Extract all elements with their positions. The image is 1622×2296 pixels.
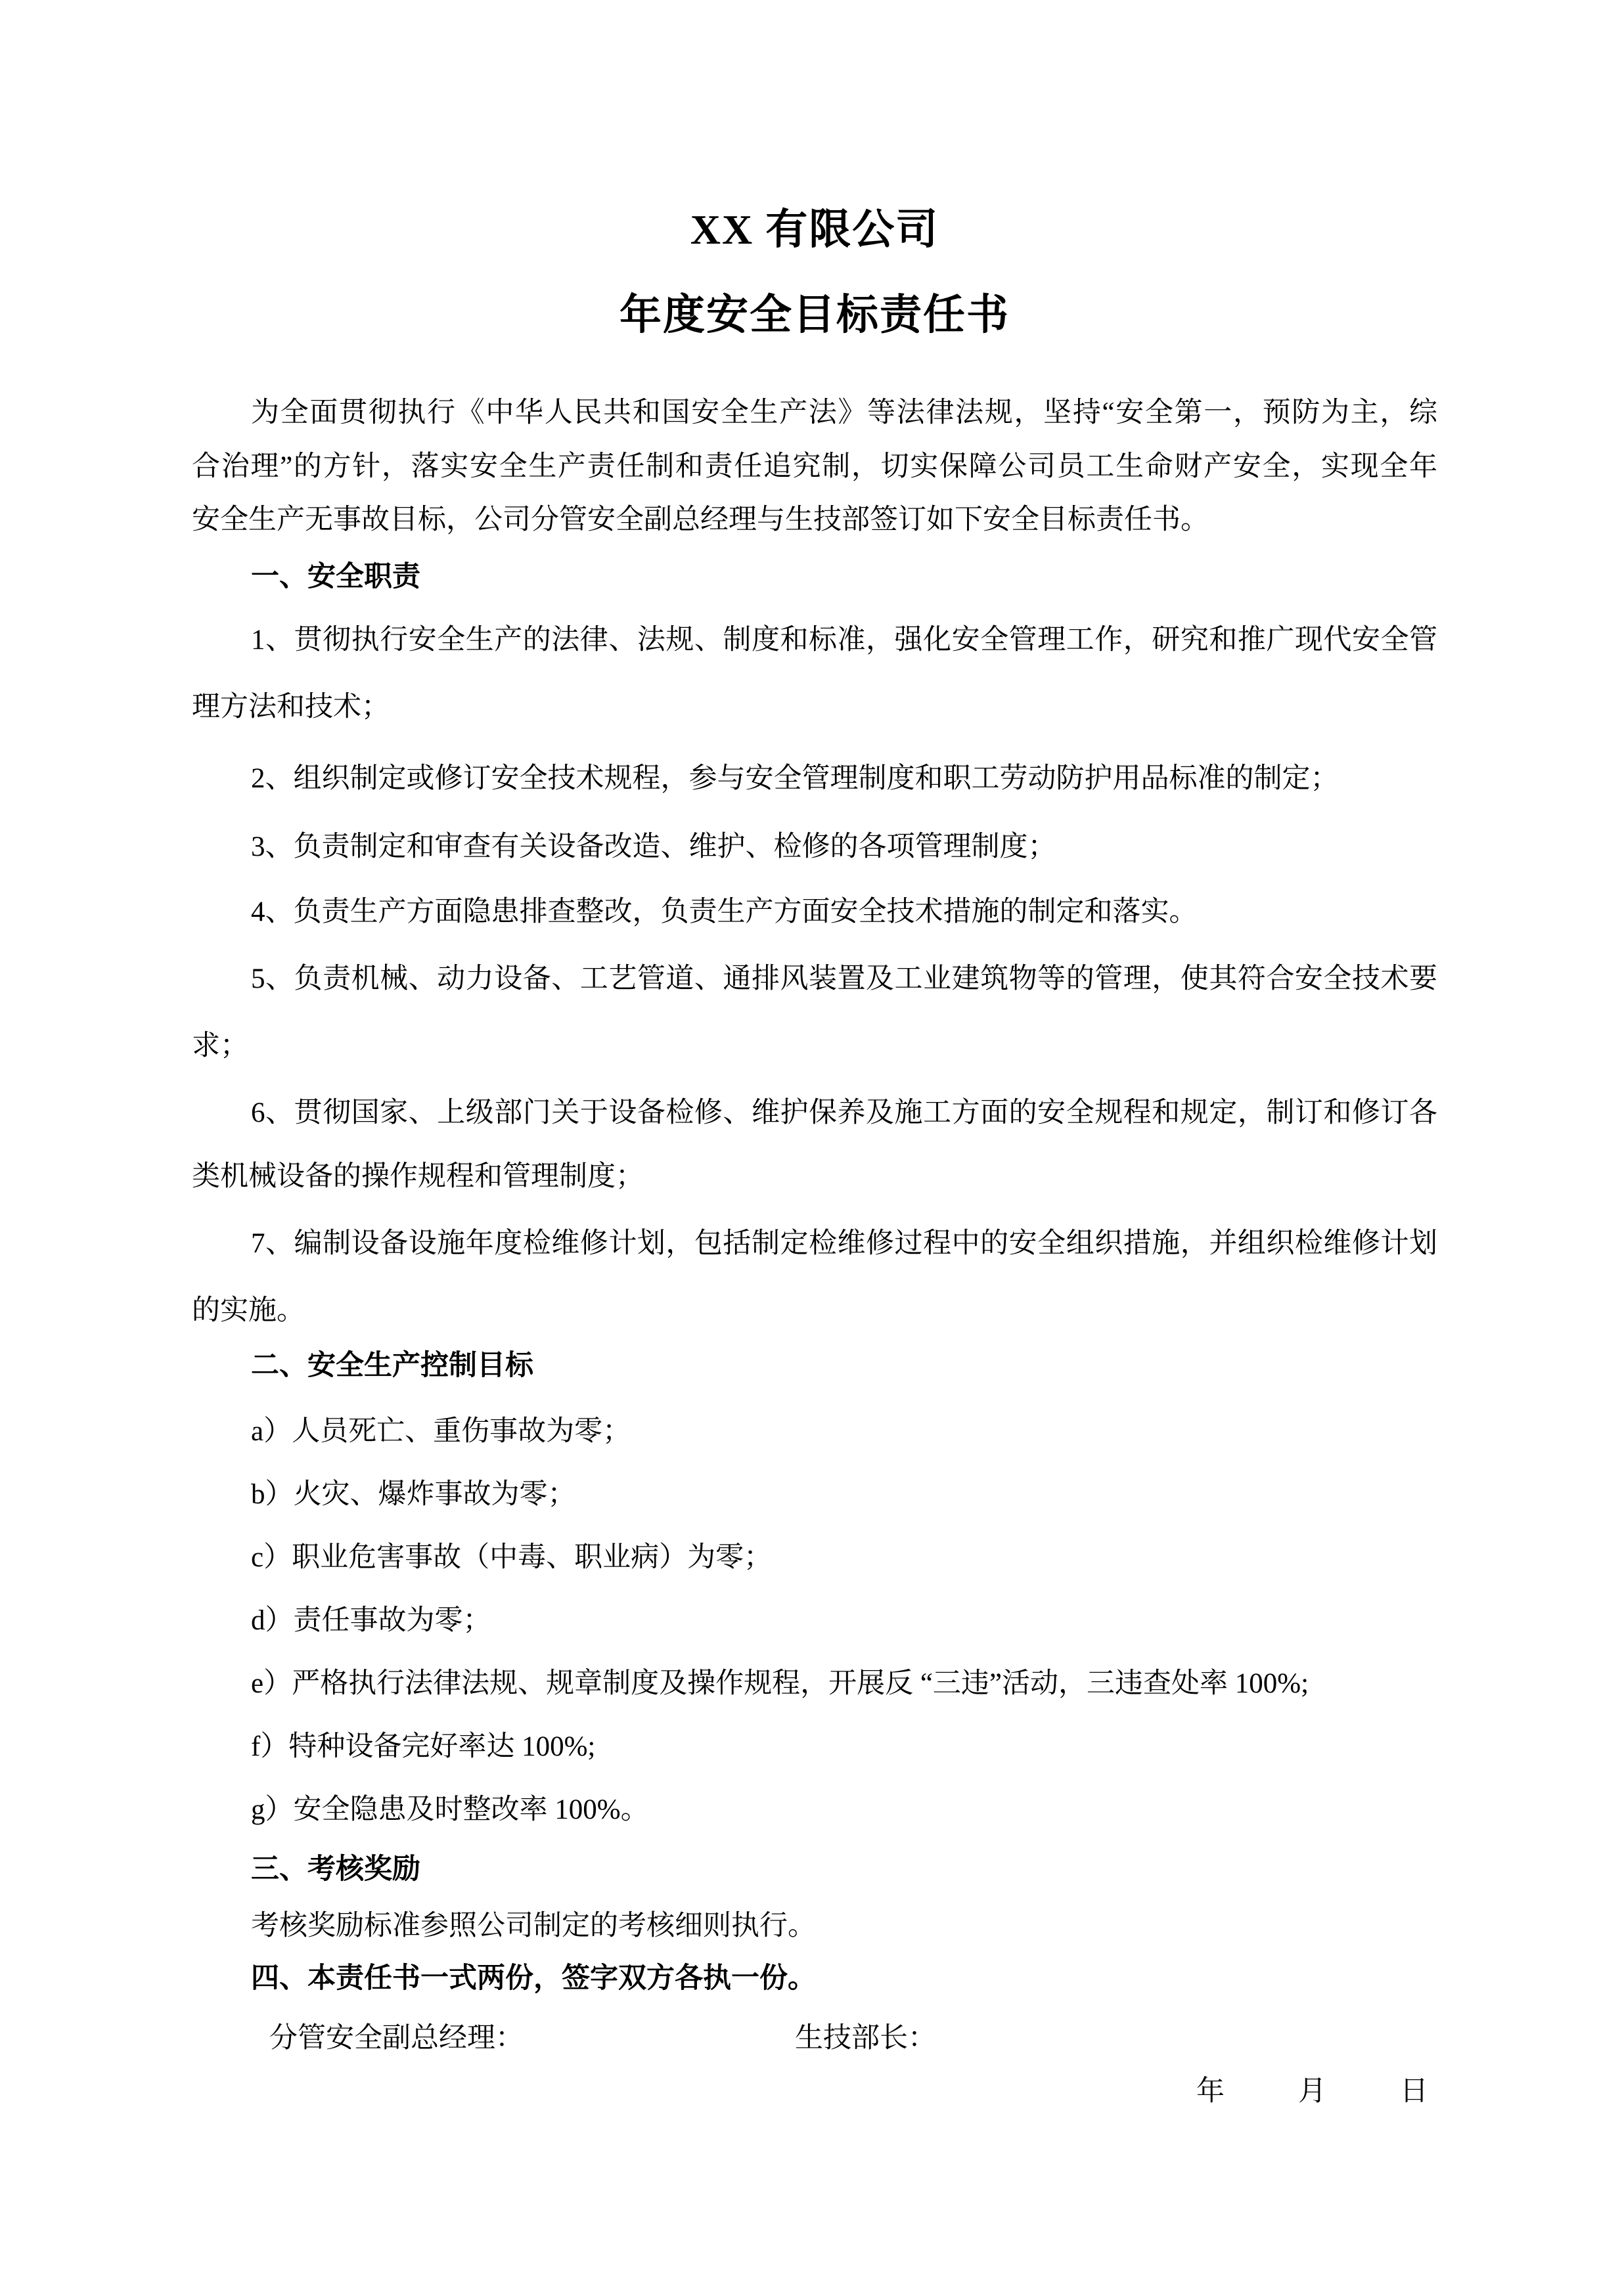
intro-line-3: 安全生产无事故目标，公司分管安全副总经理与生技部签订如下安全目标责任书。 [192, 504, 1209, 535]
section1-item6-line1: 6、贯彻国家、上级部门关于设备检修、维护保养及施工方面的安全规程和规定，制订和修订各 [251, 1097, 1437, 1128]
section1-item7-line2: 的实施。 [192, 1295, 305, 1326]
signature-label-production-tech-director: 生技部长： [795, 2023, 936, 2054]
signature-line [192, 2019, 1437, 2058]
section1-item1-line1: 1、贯彻执行安全生产的法律、法规、制度和标准，强化安全管理工作，研究和推广现代安全管 [251, 625, 1437, 655]
date-year-label: 年 [1196, 2076, 1225, 2107]
intro-line-1: 为全面贯彻执行《中华人民共和国安全生产法》等法律法规，坚持“安全第一，预防为主，综 [251, 397, 1437, 428]
title-document: 年度安全目标责任书 [620, 292, 1010, 338]
section1-item5-line2: 求； [192, 1030, 248, 1061]
section1-item7-line1: 7、编制设备设施年度检维修计划，包括制定检维修过程中的安全组织措施，并组织检维修计划 [251, 1228, 1437, 1259]
section1-item1-line2: 理方法和技术； [192, 692, 390, 722]
section4-heading: 四、本责任书一式两份，签字双方各执一份。 [251, 1963, 816, 1994]
section1-item3: 3、负责制定和审查有关设备改造、维护、检修的各项管理制度； [251, 831, 1056, 862]
section1-item4: 4、负责生产方面隐患排查整改，负责生产方面安全技术措施的制定和落实。 [251, 896, 1198, 927]
date-day-label: 日 [1400, 2076, 1428, 2107]
section1-heading: 一、安全职责 [251, 562, 420, 592]
section3-heading: 三、考核奖励 [251, 1854, 420, 1885]
section2-heading: 二、安全生产控制目标 [251, 1350, 533, 1381]
section1-item2: 2、组织制定或修订安全技术规程，参与安全管理制度和职工劳动防护用品标准的制定； [251, 763, 1339, 794]
signature-label-deputy-general-manager: 分管安全副总经理： [269, 2023, 524, 2054]
title-company: XX 有限公司 [690, 206, 939, 253]
section2-item-e: e）严格执行法律法规、规章制度及操作规程，开展反 “三违”活动，三违查处率 100%; [251, 1668, 1309, 1699]
section2-item-d: d）责任事故为零； [251, 1605, 491, 1636]
date-line [192, 2072, 1437, 2111]
date-month-label: 月 [1298, 2076, 1326, 2107]
section2-item-g: g）安全隐患及时整改率 100%。 [251, 1794, 649, 1825]
section1-item6-line2: 类机械设备的操作规程和管理制度； [192, 1161, 644, 1192]
section3-body: 考核奖励标准参照公司制定的考核细则执行。 [251, 1910, 816, 1941]
section2-item-f: f）特种设备完好率达 100%; [251, 1731, 596, 1762]
section2-item-a: a）人员死亡、重伤事故为零； [251, 1416, 631, 1447]
section1-item5-line1: 5、负责机械、动力设备、工艺管道、通排风装置及工业建筑物等的管理，使其符合安全技术要 [251, 963, 1437, 994]
intro-line-2: 合治理”的方针，落实安全生产责任制和责任追究制，切实保障公司员工生命财产安全，实现全年 [192, 451, 1437, 482]
section2-item-b: b）火灾、爆炸事故为零； [251, 1479, 576, 1510]
section2-item-c: c）职业危害事故（中毒、职业病）为零； [251, 1542, 773, 1573]
